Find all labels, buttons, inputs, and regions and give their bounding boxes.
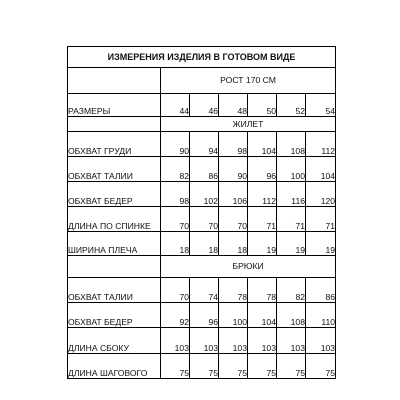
measurement-value: 70: [219, 207, 248, 232]
table-row: [68, 278, 336, 303]
measurement-value: 103: [306, 328, 336, 354]
section-title: БРЮКИ: [161, 256, 336, 278]
measurement-label: ОБХВАТ ТАЛИИ: [68, 278, 161, 303]
measurement-value: 100: [219, 303, 248, 328]
size-header: 52: [277, 94, 306, 117]
table-row: [68, 132, 336, 157]
measurement-value: 102: [190, 182, 219, 207]
measurement-value: 108: [277, 132, 306, 157]
sizes-label: РАЗМЕРЫ: [68, 94, 161, 117]
measurement-value: 78: [219, 278, 248, 303]
measurement-value: 112: [306, 132, 336, 157]
measurement-value: 18: [219, 232, 248, 256]
measurement-value: 71: [248, 207, 277, 232]
measurement-value: 19: [306, 232, 336, 256]
measurement-value: 103: [248, 328, 277, 354]
measurement-value: 71: [277, 207, 306, 232]
table-title: ИЗМЕРЕНИЯ ИЗДЕЛИЯ В ГОТОВОМ ВИДЕ: [68, 47, 336, 68]
measurement-value: 90: [219, 157, 248, 182]
table-row: [68, 157, 336, 182]
measurement-value: 104: [306, 157, 336, 182]
measurement-value: 98: [161, 182, 190, 207]
height-label: РОСТ 170 СМ: [161, 68, 336, 94]
measurement-value: 70: [190, 207, 219, 232]
measurement-value: 90: [161, 132, 190, 157]
table-row: [68, 232, 336, 256]
section-title: ЖИЛЕТ: [161, 117, 336, 132]
measurement-value: 96: [248, 157, 277, 182]
measurement-value: 92: [161, 303, 190, 328]
table-row: [68, 354, 336, 379]
measurement-value: 75: [277, 354, 306, 379]
measurement-value: 75: [190, 354, 219, 379]
section-row: [68, 117, 336, 132]
measurement-value: 108: [277, 303, 306, 328]
measurement-value: 86: [190, 157, 219, 182]
size-header: 46: [190, 94, 219, 117]
measurement-label: ОБХВАТ ТАЛИИ: [68, 157, 161, 182]
measurement-label: ОБХВАТ ГРУДИ: [68, 132, 161, 157]
sizes-row: [68, 94, 336, 117]
measurement-value: 116: [277, 182, 306, 207]
measurement-label: ШИРИНА ПЛЕЧА: [68, 232, 161, 256]
measurements-table: [67, 46, 336, 379]
title-row: [68, 47, 336, 68]
measurement-label: ДЛИНА СБОКУ: [68, 328, 161, 354]
blank-cell: [68, 117, 161, 132]
measurement-label: ОБХВАТ БЕДЕР: [68, 182, 161, 207]
measurement-value: 18: [161, 232, 190, 256]
measurement-value: 98: [219, 132, 248, 157]
measurement-value: 75: [248, 354, 277, 379]
measurement-value: 100: [277, 157, 306, 182]
measurement-value: 103: [277, 328, 306, 354]
table-row: [68, 328, 336, 354]
size-header: 48: [219, 94, 248, 117]
table-row: [68, 303, 336, 328]
height-row: [68, 68, 336, 94]
measurement-value: 96: [190, 303, 219, 328]
measurement-value: 70: [161, 278, 190, 303]
section-row: [68, 256, 336, 278]
table-row: [68, 182, 336, 207]
blank-cell: [68, 256, 161, 278]
measurement-value: 75: [306, 354, 336, 379]
measurement-value: 86: [306, 278, 336, 303]
measurement-value: 70: [161, 207, 190, 232]
measurement-value: 106: [219, 182, 248, 207]
measurement-value: 75: [161, 354, 190, 379]
measurement-value: 110: [306, 303, 336, 328]
measurement-label: ДЛИНА ПО СПИНКЕ: [68, 207, 161, 232]
measurement-value: 104: [248, 132, 277, 157]
measurement-label: ДЛИНА ШАГОВОГО: [68, 354, 161, 379]
measurement-value: 112: [248, 182, 277, 207]
measurement-value: 18: [190, 232, 219, 256]
size-header: 44: [161, 94, 190, 117]
measurement-value: 103: [161, 328, 190, 354]
measurement-value: 71: [306, 207, 336, 232]
blank-cell: [68, 68, 161, 94]
measurement-label: ОБХВАТ БЕДЕР: [68, 303, 161, 328]
measurement-value: 103: [219, 328, 248, 354]
table-row: [68, 207, 336, 232]
size-header: 50: [248, 94, 277, 117]
measurement-value: 78: [248, 278, 277, 303]
measurement-value: 103: [190, 328, 219, 354]
measurement-value: 82: [161, 157, 190, 182]
measurement-value: 19: [277, 232, 306, 256]
measurement-value: 82: [277, 278, 306, 303]
measurement-value: 94: [190, 132, 219, 157]
measurement-value: 75: [219, 354, 248, 379]
size-header: 54: [306, 94, 336, 117]
measurement-value: 74: [190, 278, 219, 303]
measurement-value: 104: [248, 303, 277, 328]
measurement-value: 120: [306, 182, 336, 207]
measurement-value: 19: [248, 232, 277, 256]
